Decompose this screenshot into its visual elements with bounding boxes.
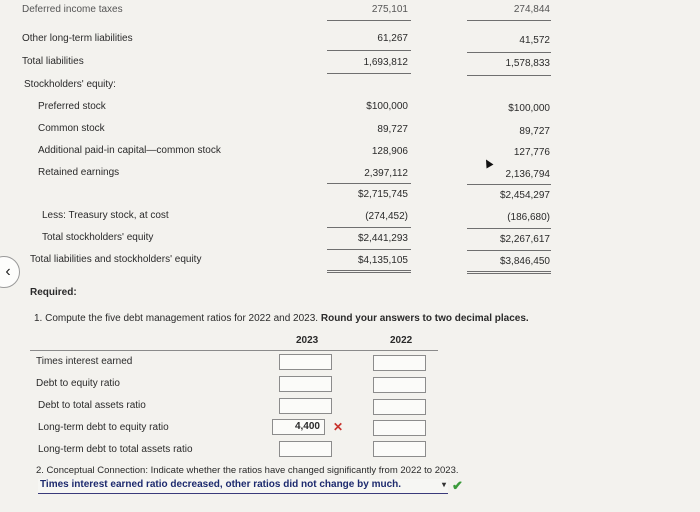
chevron-left-icon: ‹: [5, 263, 11, 280]
row-label-preferred-stock: Preferred stock: [38, 101, 106, 112]
value-2023-total-liabilities: 1,693,812: [363, 57, 408, 68]
row-label-other-lt-liabilities: Other long-term liabilities: [22, 33, 133, 44]
row-label-total-liabilities: Total liabilities: [22, 56, 84, 67]
value-2023-subtotal: $2,715,745: [357, 189, 408, 200]
rule: [327, 50, 411, 51]
answer-input-ltda-2023[interactable]: [279, 441, 332, 457]
question-1: [34, 313, 529, 324]
rule: [467, 52, 551, 53]
column-header-2022: 2022: [390, 335, 413, 346]
rule: [467, 20, 551, 21]
required-heading: Required:: [30, 287, 77, 298]
rule: [327, 20, 411, 21]
question-1-instruction: Round your answers to two decimal places.: [320, 313, 529, 324]
ratio-label-debt-to-assets: Debt to total assets ratio: [38, 400, 146, 411]
value-2022-preferred-stock: $100,000: [508, 103, 550, 114]
answer-input-tie-2023[interactable]: [279, 354, 332, 370]
row-label-total-liab-se: Total liabilities and stockholders' equity: [30, 254, 202, 265]
row-label-treasury-stock: Less: Treasury stock, at cost: [42, 210, 169, 221]
table-header-rule: [30, 350, 438, 351]
value-2023-treasury-stock: (274,452): [365, 211, 408, 222]
chevron-down-icon: ▾: [441, 480, 446, 489]
rule: [327, 73, 411, 74]
value-2023-retained-earnings: 2,397,112: [364, 168, 408, 179]
value-2022-total-se: $2,267,617: [499, 234, 550, 245]
ratio-label-debt-to-equity: Debt to equity ratio: [36, 378, 120, 389]
question-2-text: 2. Conceptual Connection: Indicate whether the ratios have changed significantly from 2022 to 2023.: [36, 465, 459, 476]
value-2023-apic: 128,906: [371, 146, 408, 157]
double-rule: [467, 271, 551, 277]
row-label-common-stock: Common stock: [38, 123, 105, 134]
value-2022-deferred-taxes: 274,844: [513, 4, 550, 15]
back-button[interactable]: [0, 256, 20, 288]
row-label-apic: Additional paid-in capital—common stock: [38, 145, 221, 156]
conceptual-answer-dropdown[interactable]: [38, 479, 448, 494]
ratio-label-times-interest: Times interest earned: [36, 356, 133, 367]
answer-input-tie-2022[interactable]: [373, 355, 426, 371]
correct-check-icon: ✔: [452, 478, 463, 493]
value-2023-deferred-taxes: 275,101: [371, 4, 408, 15]
row-label-se-header: Stockholders' equity:: [24, 79, 116, 90]
value-2023-preferred-stock: $100,000: [366, 101, 408, 112]
rule: [467, 184, 551, 185]
value-2022-total-liabilities: 1,578,833: [505, 58, 550, 69]
answer-input-de-2022[interactable]: [373, 377, 426, 393]
answer-input-de-2023[interactable]: [279, 376, 332, 392]
double-rule: [327, 270, 411, 276]
rule: [467, 250, 551, 251]
row-label-deferred-taxes: Deferred income taxes: [22, 4, 123, 15]
value-2023-total-liab-se: $4,135,105: [357, 255, 408, 266]
answer-input-ltda-2022[interactable]: [373, 441, 426, 457]
ratio-label-lt-debt-to-assets: Long-term debt to total assets ratio: [38, 444, 193, 455]
rule: [327, 249, 411, 250]
value-2022-retained-earnings: 2,136,794: [505, 169, 550, 180]
row-label-total-se: Total stockholders' equity: [42, 232, 154, 243]
ratio-label-lt-debt-to-equity: Long-term debt to equity ratio: [38, 422, 169, 433]
answer-input-da-2022[interactable]: [373, 399, 426, 415]
value-2022-apic: 127,776: [513, 147, 550, 158]
question-1-text: 1. Compute the five debt management ratios for 2022 and 2023.: [34, 313, 319, 324]
incorrect-x-icon: ✕: [333, 420, 344, 434]
answer-input-da-2023[interactable]: [279, 398, 332, 414]
value-2023-other-lt-liabilities: 61,267: [377, 33, 408, 44]
value-2022-subtotal: $2,454,297: [499, 190, 550, 201]
value-2023-total-se: $2,441,293: [357, 233, 408, 244]
rule: [467, 228, 551, 229]
value-2022-common-stock: 89,727: [519, 126, 550, 137]
value-2022-other-lt-liabilities: 41,572: [519, 35, 550, 46]
rule: [327, 183, 411, 184]
value-2022-total-liab-se: $3,846,450: [499, 256, 550, 267]
row-label-retained-earnings: Retained earnings: [38, 167, 120, 178]
rule: [327, 227, 411, 228]
answer-input-ltde-2022[interactable]: [373, 420, 426, 436]
rule: [467, 75, 551, 76]
value-2022-treasury-stock: (186,680): [507, 212, 550, 223]
column-header-2023: 2023: [296, 335, 319, 346]
answer-input-ltde-2023[interactable]: 4,400: [272, 419, 325, 435]
dropdown-selected-value: Times interest earned ratio decreased, other ratios did not change by much.: [40, 479, 402, 490]
mouse-cursor-icon: [483, 158, 494, 169]
value-2023-common-stock: 89,727: [377, 124, 408, 135]
